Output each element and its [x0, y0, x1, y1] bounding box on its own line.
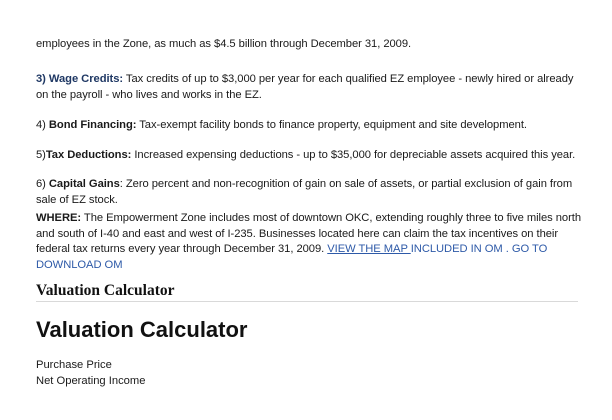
paragraph-bond-financing	[36, 118, 527, 134]
paragraph-zone-bonds-continued	[36, 37, 411, 53]
bond-financing-heading: Bond Financing:	[48, 119, 137, 131]
bond-financing-number: 4)	[36, 119, 49, 131]
tax-deductions-number: 5)	[36, 149, 46, 161]
capital-gains-text: : Zero percent and non-recognition of gain on sale of assets, or partial exclusion of gain from sale of EZ stock.	[36, 178, 573, 206]
capital-gains-number: 6)	[36, 178, 49, 190]
net-operating-income-label: Net Operating Income	[36, 375, 146, 387]
wage-credits-text: Tax credits of up to $3,000 per year for each qualified EZ employee - newly hired or already on the payroll - who lives and works in the EZ.	[36, 73, 574, 101]
capital-gains-heading: Capital Gains	[48, 178, 120, 190]
bond-financing-text: Tax-exempt facility bonds to finance property, equipment and site development.	[136, 119, 527, 131]
paragraph-tax-deductions	[36, 148, 575, 164]
purchase-price-label: Purchase Price	[36, 359, 112, 371]
valuation-calculator-heading-small: Valuation Calculator	[36, 282, 175, 299]
paragraph-text: employees in the Zone, as much as $4.5 billion through December 31, 2009.	[36, 38, 412, 50]
paragraph-capital-gains	[36, 177, 586, 208]
section-divider	[36, 301, 578, 302]
wage-credits-heading: 3) Wage Credits:	[36, 73, 124, 85]
tax-deductions-heading: Tax Deductions:	[45, 149, 132, 161]
paragraph-wage-credits	[36, 72, 586, 103]
valuation-calculator-heading-large: Valuation Calculator	[36, 317, 248, 342]
paragraph-where	[36, 211, 586, 273]
view-map-link[interactable]: VIEW THE MAP	[327, 243, 411, 255]
tax-deductions-text: Increased expensing deductions - up to $35,000 for depreciable assets acquired this year.	[131, 149, 576, 161]
download-om-link[interactable]: INCLUDED IN OM . GO TO DOWNLOAD OM	[36, 243, 548, 271]
where-heading: WHERE:	[36, 212, 82, 224]
where-text: The Empowerment Zone includes most of downtown OKC, extending roughly three to five miles north and south of I-40 and east and west of I-235. Businesses located here can claim the tax incentives on their federal tax returns every year through December 31, 2009.	[36, 212, 582, 255]
